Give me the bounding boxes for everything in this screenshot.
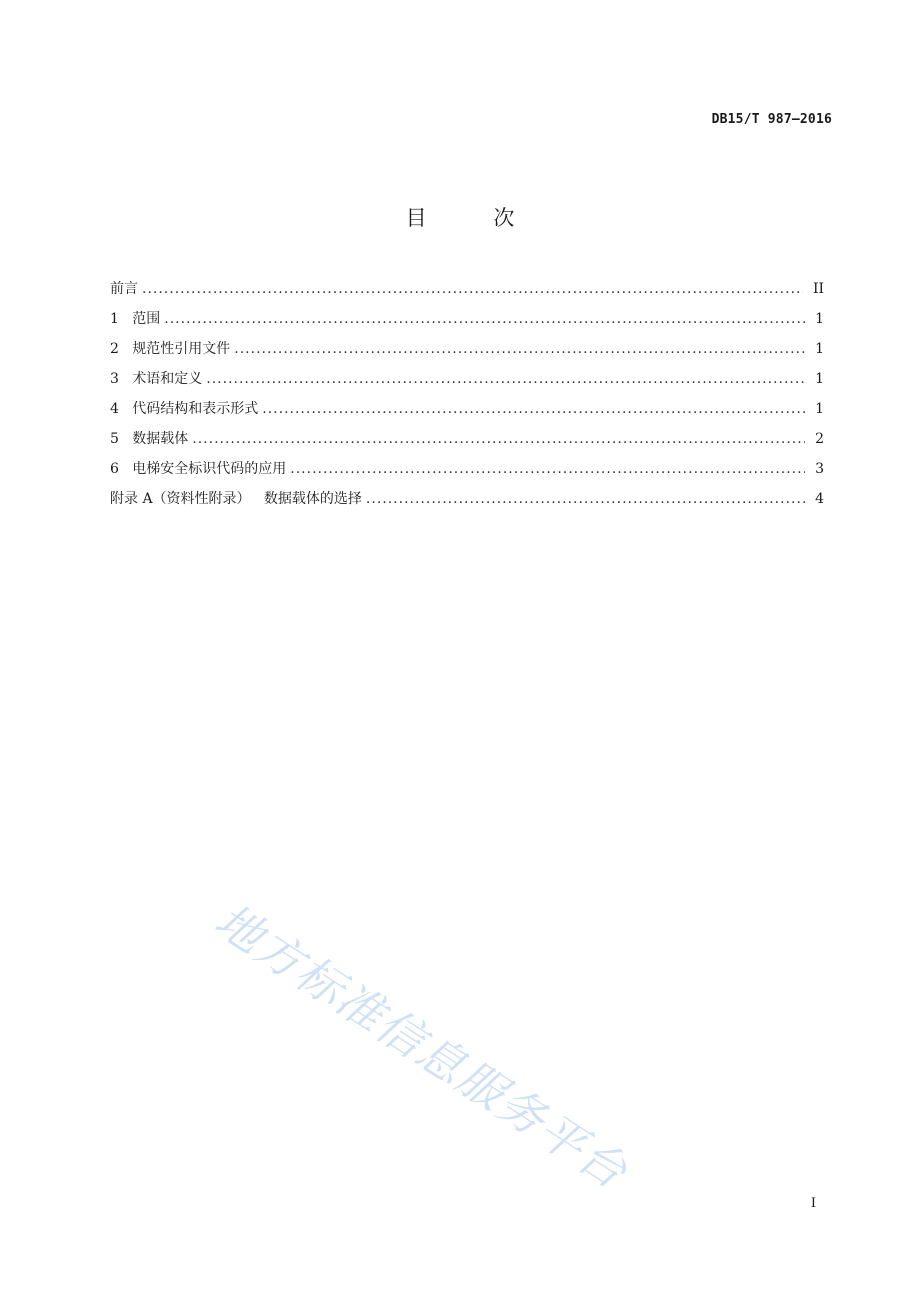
toc-entry-page: 2	[815, 431, 824, 447]
toc-entry-label: 前言	[110, 281, 138, 297]
toc-entry-label: 1 范围	[110, 311, 161, 327]
toc-entry-label: 3 术语和定义	[110, 371, 203, 387]
toc-leader-dots	[234, 338, 805, 360]
toc-entry-page: 4	[815, 491, 824, 507]
toc-entry-application[interactable]	[110, 458, 824, 488]
toc-entry-label: 2 规范性引用文件	[110, 341, 231, 357]
toc-entry-code-structure[interactable]	[110, 398, 824, 428]
table-of-contents	[110, 278, 824, 518]
toc-entry-normative-references[interactable]	[110, 338, 824, 368]
toc-entry-label: 4 代码结构和表示形式	[110, 401, 259, 417]
toc-entry-page: 1	[815, 311, 824, 327]
toc-entry-scope[interactable]	[110, 308, 824, 338]
watermark: 地方标准信息服务平台	[205, 892, 638, 1200]
toc-leader-dots	[262, 398, 805, 420]
toc-entry-page: II	[812, 281, 824, 297]
toc-entry-page: 1	[815, 401, 824, 417]
toc-entry-terms-definitions[interactable]	[110, 368, 824, 398]
page-number: I	[810, 1196, 816, 1211]
toc-leader-dots	[366, 488, 805, 510]
toc-leader-dots	[142, 278, 803, 300]
toc-entry-label: 5 数据载体	[110, 431, 189, 447]
toc-entry-page: 3	[815, 461, 824, 477]
toc-entry-page: 1	[815, 341, 824, 357]
toc-entry-label: 附录 A（资料性附录） 数据载体的选择	[110, 491, 362, 507]
toc-entry-data-carrier[interactable]	[110, 428, 824, 458]
toc-leader-dots	[164, 308, 805, 330]
toc-entry-foreword[interactable]	[110, 278, 824, 308]
page-title: 目 次	[405, 206, 545, 230]
toc-entry-appendix-a[interactable]	[110, 488, 824, 518]
document-code: DB15/T 987—2016	[711, 112, 832, 127]
toc-entry-label: 6 电梯安全标识代码的应用	[110, 461, 287, 477]
toc-leader-dots	[290, 458, 805, 480]
toc-leader-dots	[206, 368, 805, 390]
toc-entry-page: 1	[815, 371, 824, 387]
toc-leader-dots	[192, 428, 805, 450]
